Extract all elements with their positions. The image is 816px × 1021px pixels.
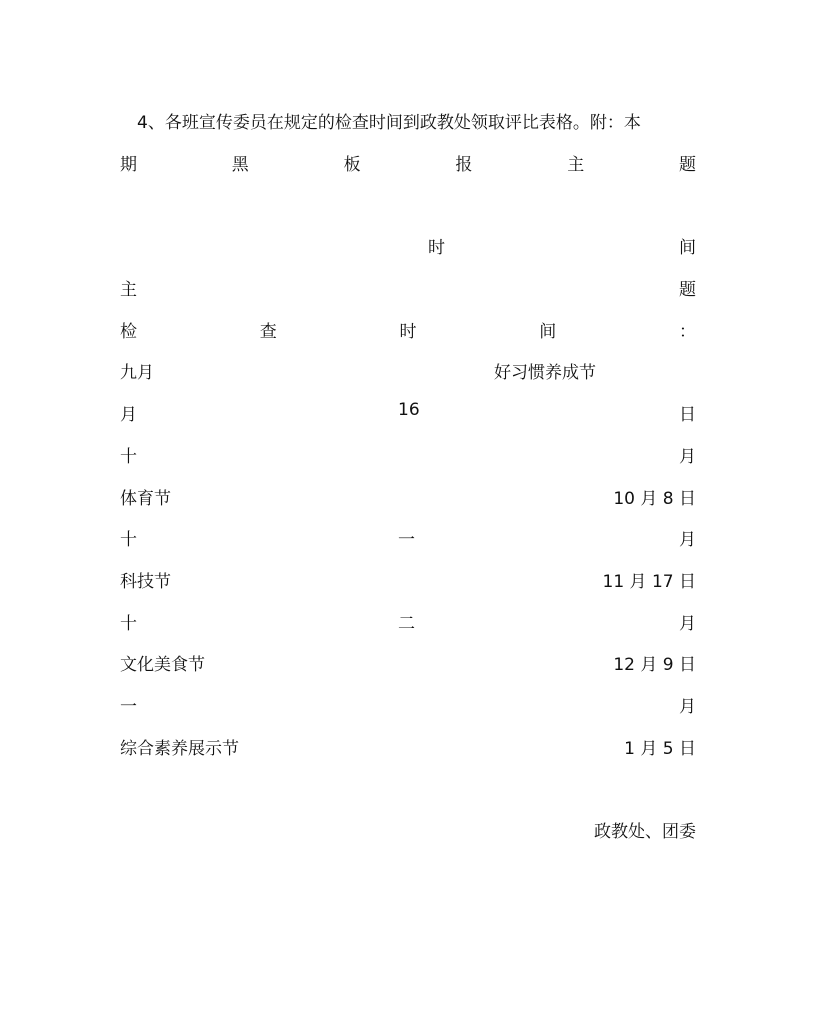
row-cell-b: 二 — [398, 614, 415, 634]
row-cell-a: 一 — [120, 697, 137, 717]
char: 检 — [120, 322, 137, 342]
char: 题 — [678, 155, 696, 175]
justified-line-check-time — [120, 317, 696, 342]
row-cell-a: 十 — [120, 530, 137, 550]
row-cell-c: 日 — [679, 405, 696, 425]
row-cell-a: 十 — [120, 614, 137, 634]
char: 查 — [259, 322, 277, 342]
row-cell-c: 月 — [679, 614, 696, 634]
festival-name: 综合素养展示节 — [120, 739, 239, 759]
festival-name: 体育节 — [120, 489, 171, 509]
row-cell-b: 16 — [398, 400, 420, 420]
char: 间 — [539, 322, 557, 342]
char: 报 — [455, 155, 473, 175]
char: 间 — [679, 238, 696, 258]
char: 黑 — [231, 155, 249, 175]
signature: 政教处、团委 — [594, 822, 696, 842]
row-cell-a: 月 — [120, 405, 137, 425]
char: ： — [679, 322, 696, 342]
char: 时 — [428, 238, 445, 258]
theme-label: 好习惯养成节 — [494, 363, 596, 383]
row-cell-a: 十 — [120, 447, 137, 467]
row-cell-c: 月 — [679, 447, 696, 467]
char: 板 — [343, 155, 361, 175]
month-label: 九月 — [120, 363, 154, 383]
char: 主 — [120, 280, 137, 300]
festival-date: 10 月 8 日 — [613, 489, 696, 509]
festival-name: 文化美食节 — [120, 655, 205, 675]
row-cell-b: 一 — [398, 530, 415, 550]
char: 题 — [679, 280, 696, 300]
festival-name: 科技节 — [120, 572, 171, 592]
char: 期 — [120, 155, 137, 175]
char: 时 — [399, 322, 417, 342]
row-cell-c: 月 — [679, 697, 696, 717]
paragraph-line: 4、各班宣传委员在规定的检查时间到政教处领取评比表格。附：本 — [137, 113, 641, 133]
festival-date: 11 月 17 日 — [602, 572, 696, 592]
festival-date: 1 月 5 日 — [624, 739, 696, 759]
char: 主 — [567, 155, 585, 175]
justified-line-topic — [120, 150, 696, 175]
row-cell-c: 月 — [679, 530, 696, 550]
festival-date: 12 月 9 日 — [613, 655, 696, 675]
